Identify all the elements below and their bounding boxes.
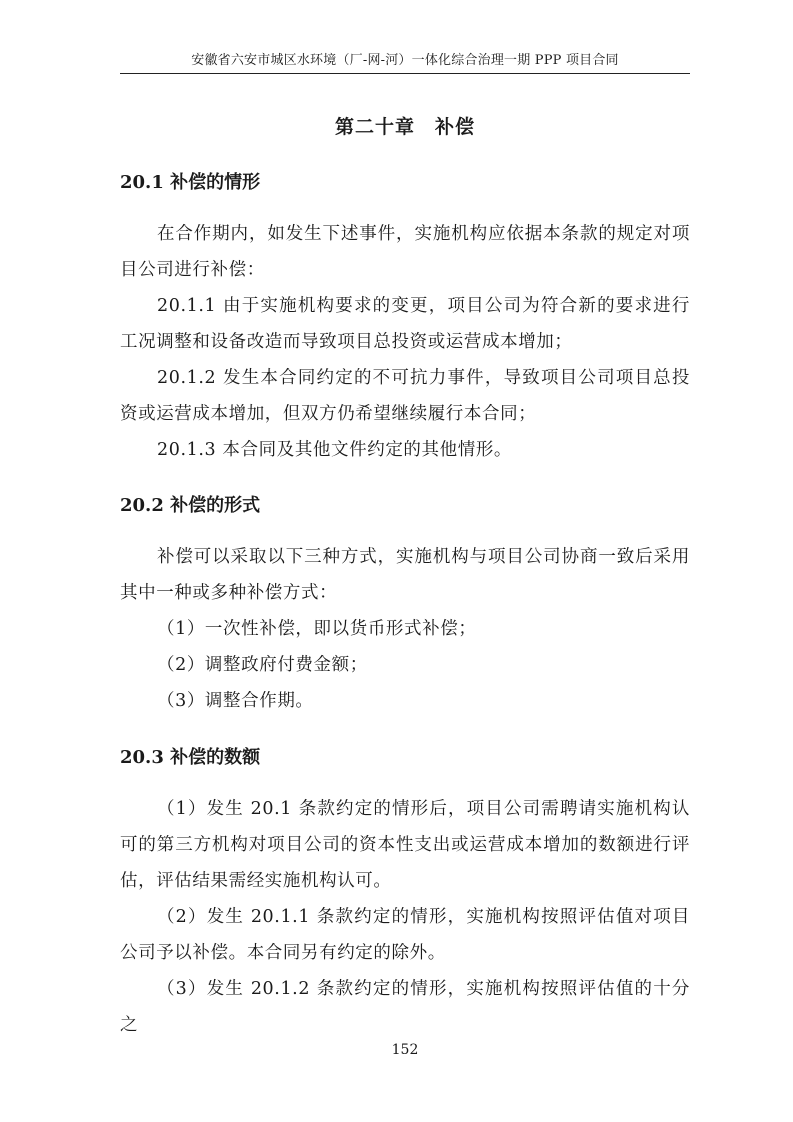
running-header: 安徽省六安市城区水环境（厂-网-河）一体化综合治理一期 PPP 项目合同	[191, 53, 619, 68]
header-rule	[120, 73, 690, 74]
paragraph: 补偿可以采取以下三种方式，实施机构与项目公司协商一致后采用其中一种或多种补偿方式：	[120, 547, 690, 603]
paragraph: （2）发生 20.1.1 条款约定的情形，实施机构按照评估值对项目公司予以补偿。本合同另有约定的除外。	[120, 907, 690, 963]
paragraph: （3）调整合作期。	[157, 691, 314, 711]
paragraph: 在合作期内，如发生下述事件，实施机构应依据本条款的规定对项目公司进行补偿：	[120, 224, 690, 280]
paragraph: （1）发生 20.1 条款约定的情形后，项目公司需聘请实施机构认可的第三方机构对项目公司的资本性支出或运营成本增加的数额进行评估，评估结果需经实施机构认可。	[120, 799, 690, 891]
chapter-title: 第二十章 补偿	[334, 116, 475, 138]
section-heading-20-1: 20.1 补偿的情形	[120, 172, 261, 193]
paragraph: （1）一次性补偿，即以货币形式补偿；	[157, 619, 477, 639]
paragraph: 20.1.2 发生本合同约定的不可抗力事件，导致项目公司项目总投资或运营成本增加，但双方仍希望继续履行本合同；	[120, 368, 690, 424]
section-heading-20-2: 20.2 补偿的形式	[120, 495, 261, 516]
paragraph: 20.1.1 由于实施机构要求的变更，项目公司为符合新的要求进行工况调整和设备改造而导致项目总投资或运营成本增加；	[120, 296, 690, 352]
paragraph: （2）调整政府付费金额；	[157, 655, 368, 675]
section-heading-20-3: 20.3 补偿的数额	[120, 747, 261, 768]
paragraph: （3）发生 20.1.2 条款约定的情形，实施机构按照评估值的十分之	[120, 979, 690, 1035]
paragraph: 20.1.3 本合同及其他文件约定的其他情形。	[157, 440, 513, 460]
page-number: 152	[391, 1042, 419, 1058]
